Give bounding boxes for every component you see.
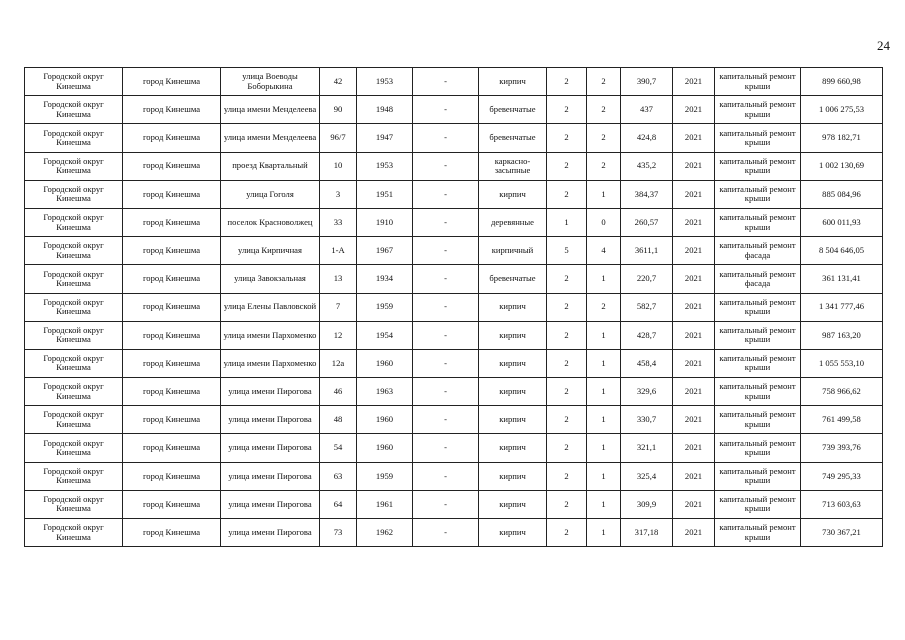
cost-cell: 1 006 275,53	[801, 96, 883, 124]
table-row	[25, 462, 883, 490]
house-number-cell: 96/7	[320, 124, 357, 152]
municipality-cell: Городской округ Кинешма	[25, 462, 123, 490]
repair-year-cell: 2021	[673, 462, 715, 490]
settlement-cell: город Кинешма	[123, 406, 221, 434]
year-built-cell: 1953	[357, 152, 413, 180]
year-built-cell: 1951	[357, 180, 413, 208]
cost-cell: 713 603,63	[801, 490, 883, 518]
repair-year-cell: 2021	[673, 406, 715, 434]
street-cell: улица имени Пархоменко	[221, 321, 320, 349]
table-row	[25, 321, 883, 349]
entrances-cell: 1	[587, 180, 621, 208]
year-built-cell: 1953	[357, 68, 413, 96]
settlement-cell: город Кинешма	[123, 378, 221, 406]
cost-cell: 730 367,21	[801, 519, 883, 547]
year-reconstruction-cell: -	[413, 406, 479, 434]
municipality-cell: Городской округ Кинешма	[25, 180, 123, 208]
area-cell: 309,9	[621, 490, 673, 518]
year-built-cell: 1934	[357, 265, 413, 293]
area-cell: 390,7	[621, 68, 673, 96]
entrances-cell: 0	[587, 208, 621, 236]
repair-year-cell: 2021	[673, 349, 715, 377]
street-cell: улица Гоголя	[221, 180, 320, 208]
entrances-cell: 1	[587, 519, 621, 547]
house-number-cell: 10	[320, 152, 357, 180]
repair-year-cell: 2021	[673, 378, 715, 406]
year-built-cell: 1961	[357, 490, 413, 518]
floors-cell: 2	[547, 68, 587, 96]
repair-registry-table	[24, 67, 883, 547]
street-cell: улица Елены Павловской	[221, 293, 320, 321]
floors-cell: 2	[547, 406, 587, 434]
floors-cell: 2	[547, 434, 587, 462]
settlement-cell: город Кинешма	[123, 434, 221, 462]
municipality-cell: Городской округ Кинешма	[25, 321, 123, 349]
entrances-cell: 1	[587, 462, 621, 490]
house-number-cell: 42	[320, 68, 357, 96]
year-built-cell: 1959	[357, 293, 413, 321]
year-reconstruction-cell: -	[413, 68, 479, 96]
floors-cell: 2	[547, 349, 587, 377]
street-cell: улица имени Пирогова	[221, 519, 320, 547]
year-reconstruction-cell: -	[413, 349, 479, 377]
table-row	[25, 293, 883, 321]
table-row	[25, 124, 883, 152]
table-body	[25, 68, 883, 547]
settlement-cell: город Кинешма	[123, 321, 221, 349]
cost-cell: 761 499,58	[801, 406, 883, 434]
municipality-cell: Городской округ Кинешма	[25, 124, 123, 152]
cost-cell: 885 084,96	[801, 180, 883, 208]
house-number-cell: 7	[320, 293, 357, 321]
table-row	[25, 237, 883, 265]
repair-year-cell: 2021	[673, 68, 715, 96]
settlement-cell: город Кинешма	[123, 152, 221, 180]
area-cell: 329,6	[621, 378, 673, 406]
municipality-cell: Городской округ Кинешма	[25, 490, 123, 518]
house-number-cell: 54	[320, 434, 357, 462]
street-cell: улица Кирпичная	[221, 237, 320, 265]
table-row	[25, 208, 883, 236]
entrances-cell: 2	[587, 96, 621, 124]
table-row	[25, 265, 883, 293]
table-row	[25, 96, 883, 124]
area-cell: 458,4	[621, 349, 673, 377]
area-cell: 384,37	[621, 180, 673, 208]
year-reconstruction-cell: -	[413, 208, 479, 236]
house-number-cell: 48	[320, 406, 357, 434]
cost-cell: 8 504 646,05	[801, 237, 883, 265]
area-cell: 582,7	[621, 293, 673, 321]
floors-cell: 2	[547, 321, 587, 349]
entrances-cell: 2	[587, 293, 621, 321]
wall-material-cell: каркасно-засыпные	[479, 152, 547, 180]
year-reconstruction-cell: -	[413, 321, 479, 349]
wall-material-cell: бревенчатые	[479, 265, 547, 293]
area-cell: 325,4	[621, 462, 673, 490]
area-cell: 428,7	[621, 321, 673, 349]
work-type-cell: капитальный ремонт крыши	[715, 434, 801, 462]
floors-cell: 2	[547, 293, 587, 321]
table-row	[25, 152, 883, 180]
table-row	[25, 519, 883, 547]
year-reconstruction-cell: -	[413, 293, 479, 321]
municipality-cell: Городской округ Кинешма	[25, 293, 123, 321]
settlement-cell: город Кинешма	[123, 265, 221, 293]
street-cell: улица имени Пирогова	[221, 490, 320, 518]
house-number-cell: 12	[320, 321, 357, 349]
wall-material-cell: бревенчатые	[479, 96, 547, 124]
work-type-cell: капитальный ремонт крыши	[715, 406, 801, 434]
floors-cell: 5	[547, 237, 587, 265]
cost-cell: 1 341 777,46	[801, 293, 883, 321]
municipality-cell: Городской округ Кинешма	[25, 378, 123, 406]
wall-material-cell: кирпичный	[479, 237, 547, 265]
municipality-cell: Городской округ Кинешма	[25, 68, 123, 96]
area-cell: 330,7	[621, 406, 673, 434]
house-number-cell: 33	[320, 208, 357, 236]
floors-cell: 2	[547, 490, 587, 518]
repair-year-cell: 2021	[673, 293, 715, 321]
repair-year-cell: 2021	[673, 180, 715, 208]
area-cell: 260,57	[621, 208, 673, 236]
work-type-cell: капитальный ремонт крыши	[715, 293, 801, 321]
year-reconstruction-cell: -	[413, 434, 479, 462]
year-built-cell: 1960	[357, 349, 413, 377]
settlement-cell: город Кинешма	[123, 490, 221, 518]
year-reconstruction-cell: -	[413, 180, 479, 208]
year-built-cell: 1947	[357, 124, 413, 152]
year-built-cell: 1959	[357, 462, 413, 490]
street-cell: поселок Красноволжец	[221, 208, 320, 236]
table-row	[25, 406, 883, 434]
settlement-cell: город Кинешма	[123, 349, 221, 377]
municipality-cell: Городской округ Кинешма	[25, 265, 123, 293]
cost-cell: 600 011,93	[801, 208, 883, 236]
settlement-cell: город Кинешма	[123, 124, 221, 152]
wall-material-cell: бревенчатые	[479, 124, 547, 152]
municipality-cell: Городской округ Кинешма	[25, 152, 123, 180]
municipality-cell: Городской округ Кинешма	[25, 208, 123, 236]
area-cell: 435,2	[621, 152, 673, 180]
work-type-cell: капитальный ремонт крыши	[715, 462, 801, 490]
entrances-cell: 1	[587, 378, 621, 406]
repair-year-cell: 2021	[673, 490, 715, 518]
work-type-cell: капитальный ремонт крыши	[715, 96, 801, 124]
year-built-cell: 1954	[357, 321, 413, 349]
work-type-cell: капитальный ремонт крыши	[715, 124, 801, 152]
entrances-cell: 1	[587, 490, 621, 518]
work-type-cell: капитальный ремонт крыши	[715, 378, 801, 406]
year-built-cell: 1910	[357, 208, 413, 236]
cost-cell: 1 055 553,10	[801, 349, 883, 377]
work-type-cell: капитальный ремонт фасада	[715, 265, 801, 293]
repair-year-cell: 2021	[673, 152, 715, 180]
wall-material-cell: кирпич	[479, 406, 547, 434]
street-cell: улица Завокзальная	[221, 265, 320, 293]
page-number: 24	[877, 38, 890, 53]
municipality-cell: Городской округ Кинешма	[25, 237, 123, 265]
cost-cell: 899 660,98	[801, 68, 883, 96]
repair-year-cell: 2021	[673, 96, 715, 124]
table-row	[25, 490, 883, 518]
entrances-cell: 2	[587, 124, 621, 152]
street-cell: улица имени Пирогова	[221, 406, 320, 434]
municipality-cell: Городской округ Кинешма	[25, 434, 123, 462]
house-number-cell: 1-А	[320, 237, 357, 265]
settlement-cell: город Кинешма	[123, 519, 221, 547]
table-row	[25, 434, 883, 462]
floors-cell: 2	[547, 462, 587, 490]
house-number-cell: 3	[320, 180, 357, 208]
street-cell: улица имени Пирогова	[221, 462, 320, 490]
settlement-cell: город Кинешма	[123, 68, 221, 96]
house-number-cell: 90	[320, 96, 357, 124]
year-reconstruction-cell: -	[413, 237, 479, 265]
cost-cell: 758 966,62	[801, 378, 883, 406]
house-number-cell: 13	[320, 265, 357, 293]
year-built-cell: 1948	[357, 96, 413, 124]
municipality-cell: Городской округ Кинешма	[25, 519, 123, 547]
floors-cell: 2	[547, 124, 587, 152]
floors-cell: 2	[547, 378, 587, 406]
work-type-cell: капитальный ремонт крыши	[715, 490, 801, 518]
work-type-cell: капитальный ремонт крыши	[715, 180, 801, 208]
municipality-cell: Городской округ Кинешма	[25, 96, 123, 124]
area-cell: 3611,1	[621, 237, 673, 265]
street-cell: улица имени Пархоменко	[221, 349, 320, 377]
repair-year-cell: 2021	[673, 434, 715, 462]
floors-cell: 2	[547, 519, 587, 547]
wall-material-cell: кирпич	[479, 321, 547, 349]
wall-material-cell: кирпич	[479, 68, 547, 96]
work-type-cell: капитальный ремонт крыши	[715, 68, 801, 96]
repair-year-cell: 2021	[673, 519, 715, 547]
house-number-cell: 63	[320, 462, 357, 490]
municipality-cell: Городской округ Кинешма	[25, 349, 123, 377]
house-number-cell: 12а	[320, 349, 357, 377]
work-type-cell: капитальный ремонт фасада	[715, 237, 801, 265]
cost-cell: 749 295,33	[801, 462, 883, 490]
wall-material-cell: кирпич	[479, 490, 547, 518]
entrances-cell: 1	[587, 406, 621, 434]
settlement-cell: город Кинешма	[123, 237, 221, 265]
street-cell: улица имени Менделеева	[221, 124, 320, 152]
area-cell: 220,7	[621, 265, 673, 293]
entrances-cell: 2	[587, 152, 621, 180]
table-row	[25, 180, 883, 208]
wall-material-cell: кирпич	[479, 349, 547, 377]
floors-cell: 2	[547, 180, 587, 208]
floors-cell: 2	[547, 96, 587, 124]
wall-material-cell: кирпич	[479, 462, 547, 490]
house-number-cell: 46	[320, 378, 357, 406]
year-reconstruction-cell: -	[413, 462, 479, 490]
year-reconstruction-cell: -	[413, 519, 479, 547]
work-type-cell: капитальный ремонт крыши	[715, 519, 801, 547]
cost-cell: 978 182,71	[801, 124, 883, 152]
cost-cell: 1 002 130,69	[801, 152, 883, 180]
street-cell: улица имени Пирогова	[221, 434, 320, 462]
cost-cell: 361 131,41	[801, 265, 883, 293]
repair-year-cell: 2021	[673, 208, 715, 236]
entrances-cell: 1	[587, 349, 621, 377]
year-built-cell: 1967	[357, 237, 413, 265]
street-cell: улица имени Менделеева	[221, 96, 320, 124]
work-type-cell: капитальный ремонт крыши	[715, 152, 801, 180]
settlement-cell: город Кинешма	[123, 462, 221, 490]
street-cell: проезд Квартальный	[221, 152, 320, 180]
floors-cell: 1	[547, 208, 587, 236]
street-cell: улица Воеводы Боборыкина	[221, 68, 320, 96]
settlement-cell: город Кинешма	[123, 180, 221, 208]
year-built-cell: 1962	[357, 519, 413, 547]
work-type-cell: капитальный ремонт крыши	[715, 349, 801, 377]
area-cell: 437	[621, 96, 673, 124]
year-reconstruction-cell: -	[413, 96, 479, 124]
year-reconstruction-cell: -	[413, 490, 479, 518]
settlement-cell: город Кинешма	[123, 208, 221, 236]
entrances-cell: 1	[587, 321, 621, 349]
cost-cell: 987 163,20	[801, 321, 883, 349]
year-built-cell: 1963	[357, 378, 413, 406]
work-type-cell: капитальный ремонт крыши	[715, 208, 801, 236]
area-cell: 424,8	[621, 124, 673, 152]
wall-material-cell: кирпич	[479, 519, 547, 547]
year-reconstruction-cell: -	[413, 378, 479, 406]
settlement-cell: город Кинешма	[123, 96, 221, 124]
repair-year-cell: 2021	[673, 237, 715, 265]
wall-material-cell: кирпич	[479, 434, 547, 462]
work-type-cell: капитальный ремонт крыши	[715, 321, 801, 349]
municipality-cell: Городской округ Кинешма	[25, 406, 123, 434]
year-reconstruction-cell: -	[413, 265, 479, 293]
cost-cell: 739 393,76	[801, 434, 883, 462]
settlement-cell: город Кинешма	[123, 293, 221, 321]
wall-material-cell: кирпич	[479, 293, 547, 321]
table-row	[25, 349, 883, 377]
repair-year-cell: 2021	[673, 265, 715, 293]
repair-year-cell: 2021	[673, 321, 715, 349]
wall-material-cell: деревянные	[479, 208, 547, 236]
year-reconstruction-cell: -	[413, 152, 479, 180]
area-cell: 321,1	[621, 434, 673, 462]
entrances-cell: 2	[587, 68, 621, 96]
year-reconstruction-cell: -	[413, 124, 479, 152]
repair-year-cell: 2021	[673, 124, 715, 152]
year-built-cell: 1960	[357, 406, 413, 434]
house-number-cell: 64	[320, 490, 357, 518]
entrances-cell: 1	[587, 265, 621, 293]
entrances-cell: 4	[587, 237, 621, 265]
table-row	[25, 378, 883, 406]
entrances-cell: 1	[587, 434, 621, 462]
floors-cell: 2	[547, 265, 587, 293]
house-number-cell: 73	[320, 519, 357, 547]
wall-material-cell: кирпич	[479, 180, 547, 208]
floors-cell: 2	[547, 152, 587, 180]
area-cell: 317,18	[621, 519, 673, 547]
wall-material-cell: кирпич	[479, 378, 547, 406]
street-cell: улица имени Пирогова	[221, 378, 320, 406]
year-built-cell: 1960	[357, 434, 413, 462]
table-row	[25, 68, 883, 96]
